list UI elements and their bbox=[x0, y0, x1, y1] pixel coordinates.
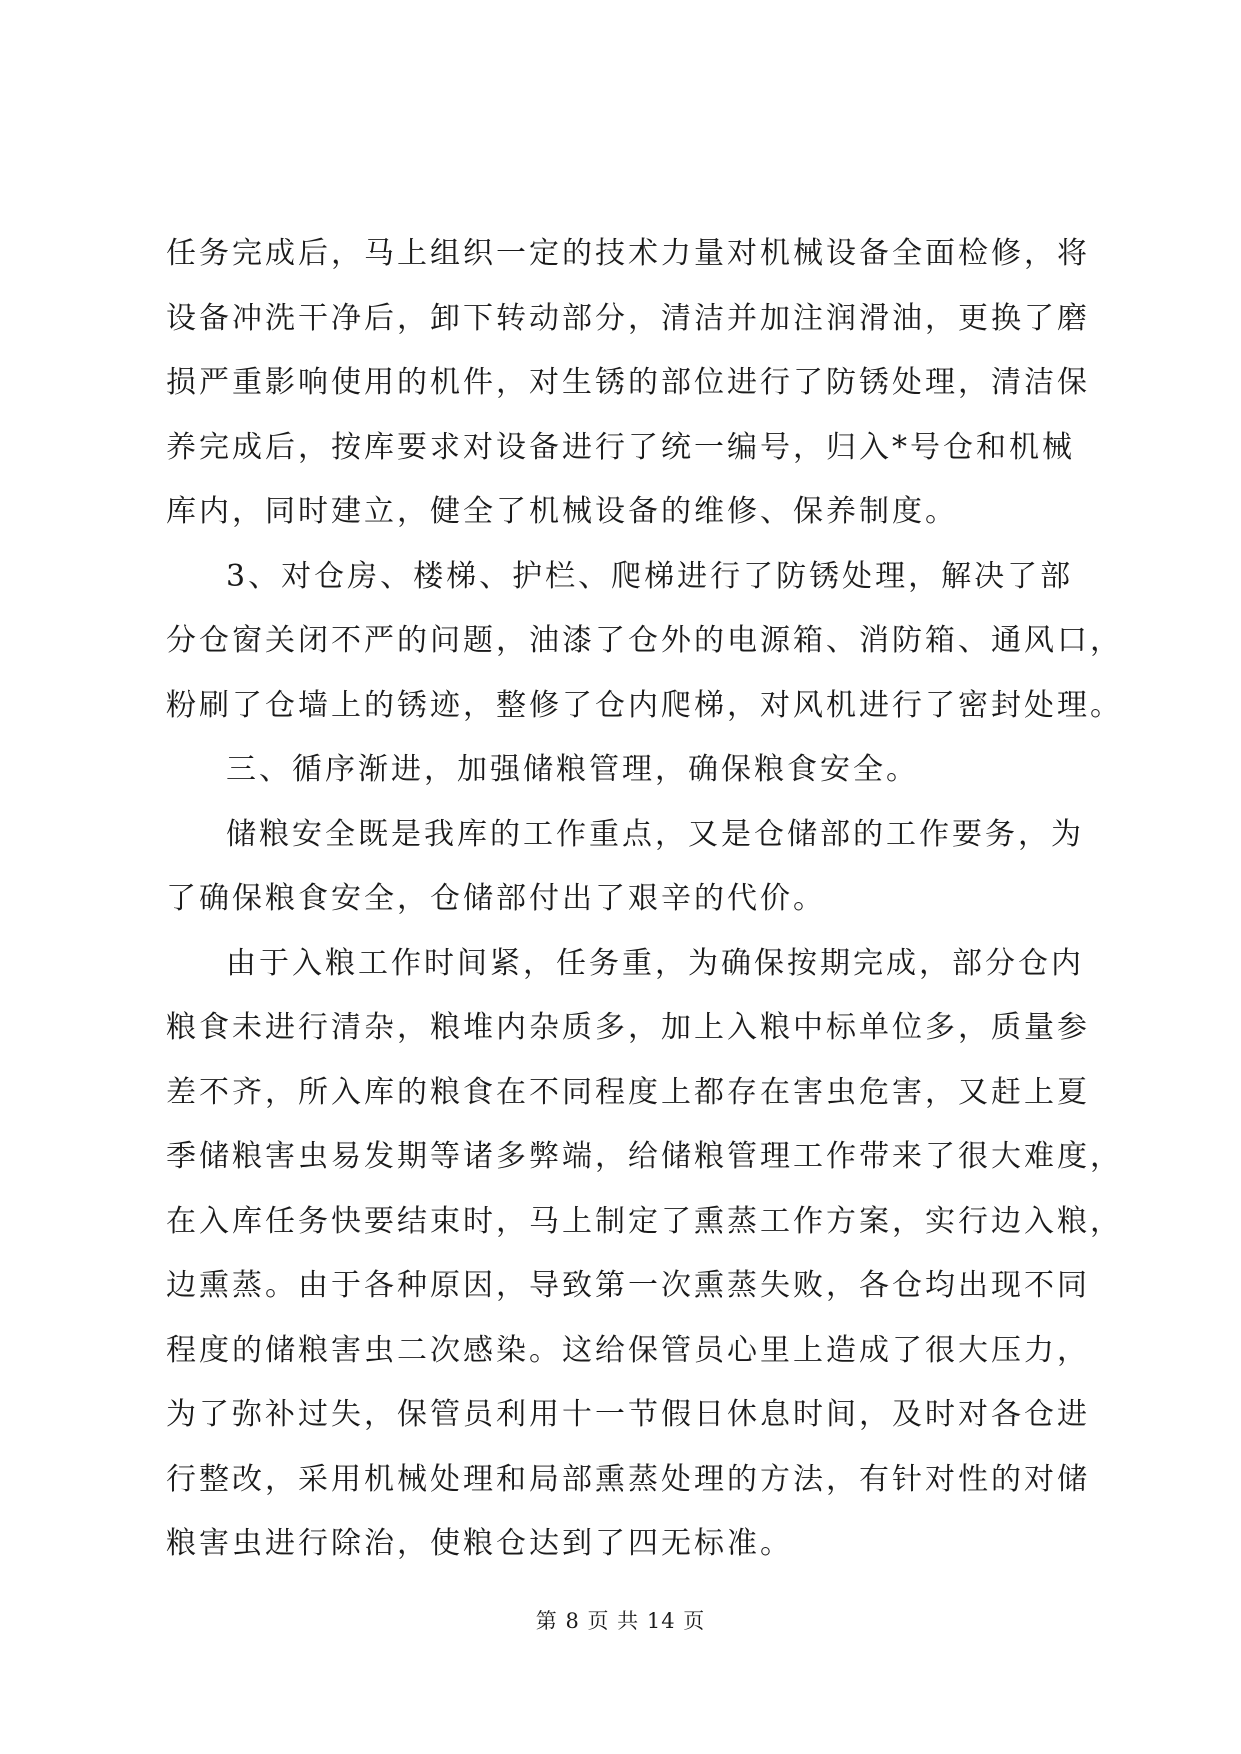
text-line: 了确保粮食安全，仓储部付出了艰辛的代价。 bbox=[166, 881, 826, 916]
text-line: 三、循序渐进，加强储粮管理，确保粮食安全。 bbox=[226, 752, 919, 787]
page-footer: 第 8 页 共 14 页 bbox=[535, 1609, 706, 1633]
text-line: 养完成后，按库要求对设备进行了统一编号，归入*号仓和机械 bbox=[166, 429, 1075, 465]
text-line: 差不齐，所入库的粮食在不同程度上都存在害虫危害，又赶上夏 bbox=[166, 1074, 1090, 1110]
text-line: 在入库任务快要结束时，马上制定了熏蒸工作方案，实行边入粮， bbox=[166, 1203, 1123, 1239]
text-line: 粮食未进行清杂，粮堆内杂质多，加上入粮中标单位多，质量参 bbox=[166, 1010, 1090, 1045]
text-line: 设备冲洗干净后，卸下转动部分，清洁并加注润滑油，更换了磨 bbox=[166, 300, 1090, 336]
text-line: 由于入粮工作时间紧，任务重，为确保按期完成，部分仓内 bbox=[226, 945, 1084, 981]
text-line: 为了弥补过失，保管员利用十一节假日休息时间，及时对各仓进 bbox=[166, 1397, 1090, 1432]
text-line: 季储粮害虫易发期等诸多弊端，给储粮管理工作带来了很大难度， bbox=[166, 1139, 1123, 1174]
text-line: 边熏蒸。由于各种原因，导致第一次熏蒸失败，各仓均出现不同 bbox=[166, 1268, 1090, 1303]
text-line: 储粮安全既是我库的工作重点，又是仓储部的工作要务，为 bbox=[226, 816, 1084, 852]
text-line: 任务完成后，马上组织一定的技术力量对机械设备全面检修，将 bbox=[166, 236, 1090, 271]
text-line: 程度的储粮害虫二次感染。这给保管员心里上造成了很大压力， bbox=[166, 1332, 1090, 1368]
text-line: 库内，同时建立，健全了机械设备的维修、保养制度。 bbox=[166, 494, 958, 529]
text-line: 粮害虫进行除治，使粮仓达到了四无标准。 bbox=[166, 1526, 793, 1561]
text-line: 行整改，采用机械处理和局部熏蒸处理的方法，有针对性的对储 bbox=[166, 1461, 1090, 1497]
text-line: 损严重影响使用的机件，对生锈的部位进行了防锈处理，清洁保 bbox=[166, 365, 1090, 400]
text-line: 分仓窗关闭不严的问题，油漆了仓外的电源箱、消防箱、通风口， bbox=[166, 623, 1123, 658]
text-line: 3、对仓房、楼梯、护栏、爬梯进行了防锈处理，解决了部 bbox=[226, 558, 1074, 594]
text-line: 粉刷了仓墙上的锈迹，整修了仓内爬梯，对风机进行了密封处理。 bbox=[166, 687, 1123, 723]
document-body bbox=[166, 222, 1123, 1577]
